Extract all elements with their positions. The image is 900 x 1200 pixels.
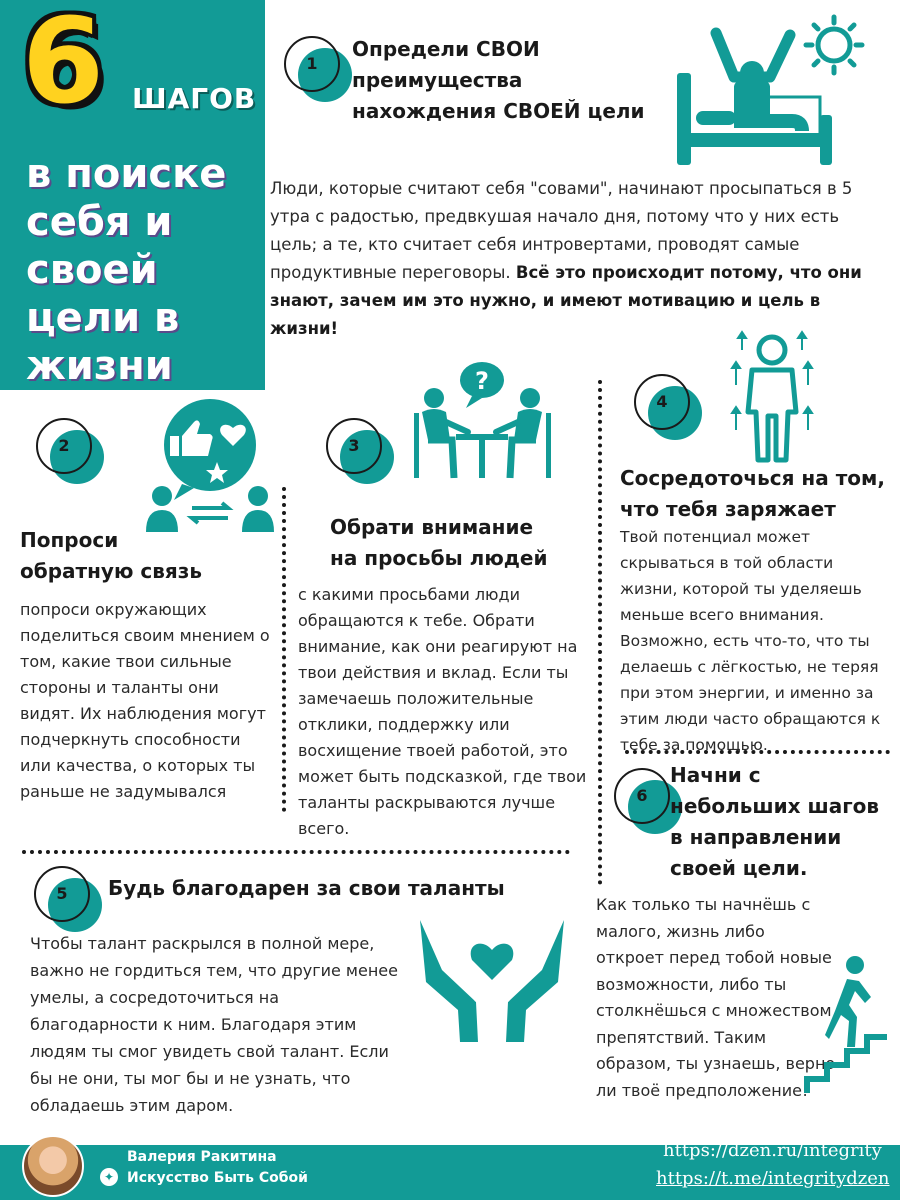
title-subtitle (26, 150, 261, 390)
step-6-heading: Начни с небольших шагов в направлении своей цели. (670, 763, 880, 880)
step-badge-6: 6 (614, 768, 680, 834)
telegram-link[interactable]: https://t.me/integritydzen (656, 1168, 890, 1189)
step-2-heading: Попроси обратную связь (20, 528, 202, 583)
step-4-heading: Сосредоточься на том, что тебя заряжает (620, 466, 885, 521)
divider (22, 850, 570, 854)
step-badge-3: 3 (326, 418, 392, 484)
step-1-heading: Определи СВОИ преимущества нахождения СВОЕЙ цели (352, 37, 645, 123)
step-6-body: Как только ты начнёшь с малого, жизнь либо откроет перед тобой новые возможности, либо ты столкнёшься с множеством препятствий. Таким образом, ты узнаешь, верно ли твоё предположение! (596, 895, 836, 1100)
project-name: Искусство Быть Собой (127, 1170, 308, 1186)
title-line: жизни (26, 343, 173, 389)
step-badge-5: 5 (34, 866, 100, 932)
author-name: Валерия Ракитина (127, 1149, 277, 1165)
divider (598, 380, 602, 885)
feedback-people-likes-icon (140, 400, 280, 535)
step-badge-4: 4 (634, 374, 700, 440)
step-badge-1: 1 (284, 36, 350, 102)
sparkle-icon: ✦ (100, 1168, 118, 1186)
title-line: в поиске (26, 151, 227, 197)
person-waking-up-sun-icon (672, 15, 872, 165)
dzen-link[interactable]: https://dzen.ru/integrity (663, 1140, 882, 1161)
step-badge-2: 2 (36, 418, 102, 484)
energized-person-icon (730, 330, 815, 465)
author-avatar (22, 1135, 84, 1197)
title-line: цели в (26, 295, 180, 341)
people-talking-question-icon (410, 358, 555, 483)
step-4-body: Твой потенциал может скрываться в той области жизни, которой ты уделяешь меньше всего внимания. Возможно, есть что-то, что ты делаешь с лёгкостью, не теряя при этом энергии, и именно за этим люди часто обращаются к тебе за помощью. (620, 528, 881, 754)
step-2-body: попроси окружающих поделиться своим мнением о том, какие твои сильные стороны и таланты они видят. Их наблюдения могут подчеркнуть способности или качества, о которых ты раньше не задумывался (20, 600, 270, 801)
step-3-heading: Обрати внимание на просьбы людей (330, 515, 548, 570)
step-1-body: Люди, которые считают себя "совами", начинают просыпаться в 5 утра с радостью, предвкушая начало дня, потому что у них есть цель; а те, кто считает себя интровертами, проводят самые продуктивные переговоры. Всё это происходит потому, что они знают, зачем им это нужно, и имеют мотивацию и цель в жизни! (270, 179, 862, 338)
step-5-heading: Будь благодарен за свои таланты (108, 876, 505, 900)
title-line: своей (26, 247, 158, 293)
step-5-body: Чтобы талант раскрылся в полной мере, важно не гордиться тем, что другие менее умелы, а сосредоточиться на благодарности к ним. Благодаря этим людям ты смог увидеть свой талант. Если бы не они, ты мог бы и не узнать, что обладаешь этим даром. (30, 934, 398, 1115)
person-climbing-stairs-icon (805, 955, 890, 1095)
title-number: 6 (22, 0, 105, 130)
hands-holding-heart-icon (412, 910, 572, 1050)
svg-text:?: ? (475, 367, 489, 395)
divider (282, 487, 286, 812)
title-line: себя и (26, 199, 173, 245)
step-3-body: с какими просьбами люди обращаются к тебе. Обрати внимание, как они реагируют на твои действия и вклад. Если ты замечаешь положительные отклики, поддержку или восхищение твоей работой, это может быть подсказкой, где твои таланты раскрываются лучше всего. (298, 585, 587, 838)
title-word: ШАГОВ (132, 82, 257, 115)
